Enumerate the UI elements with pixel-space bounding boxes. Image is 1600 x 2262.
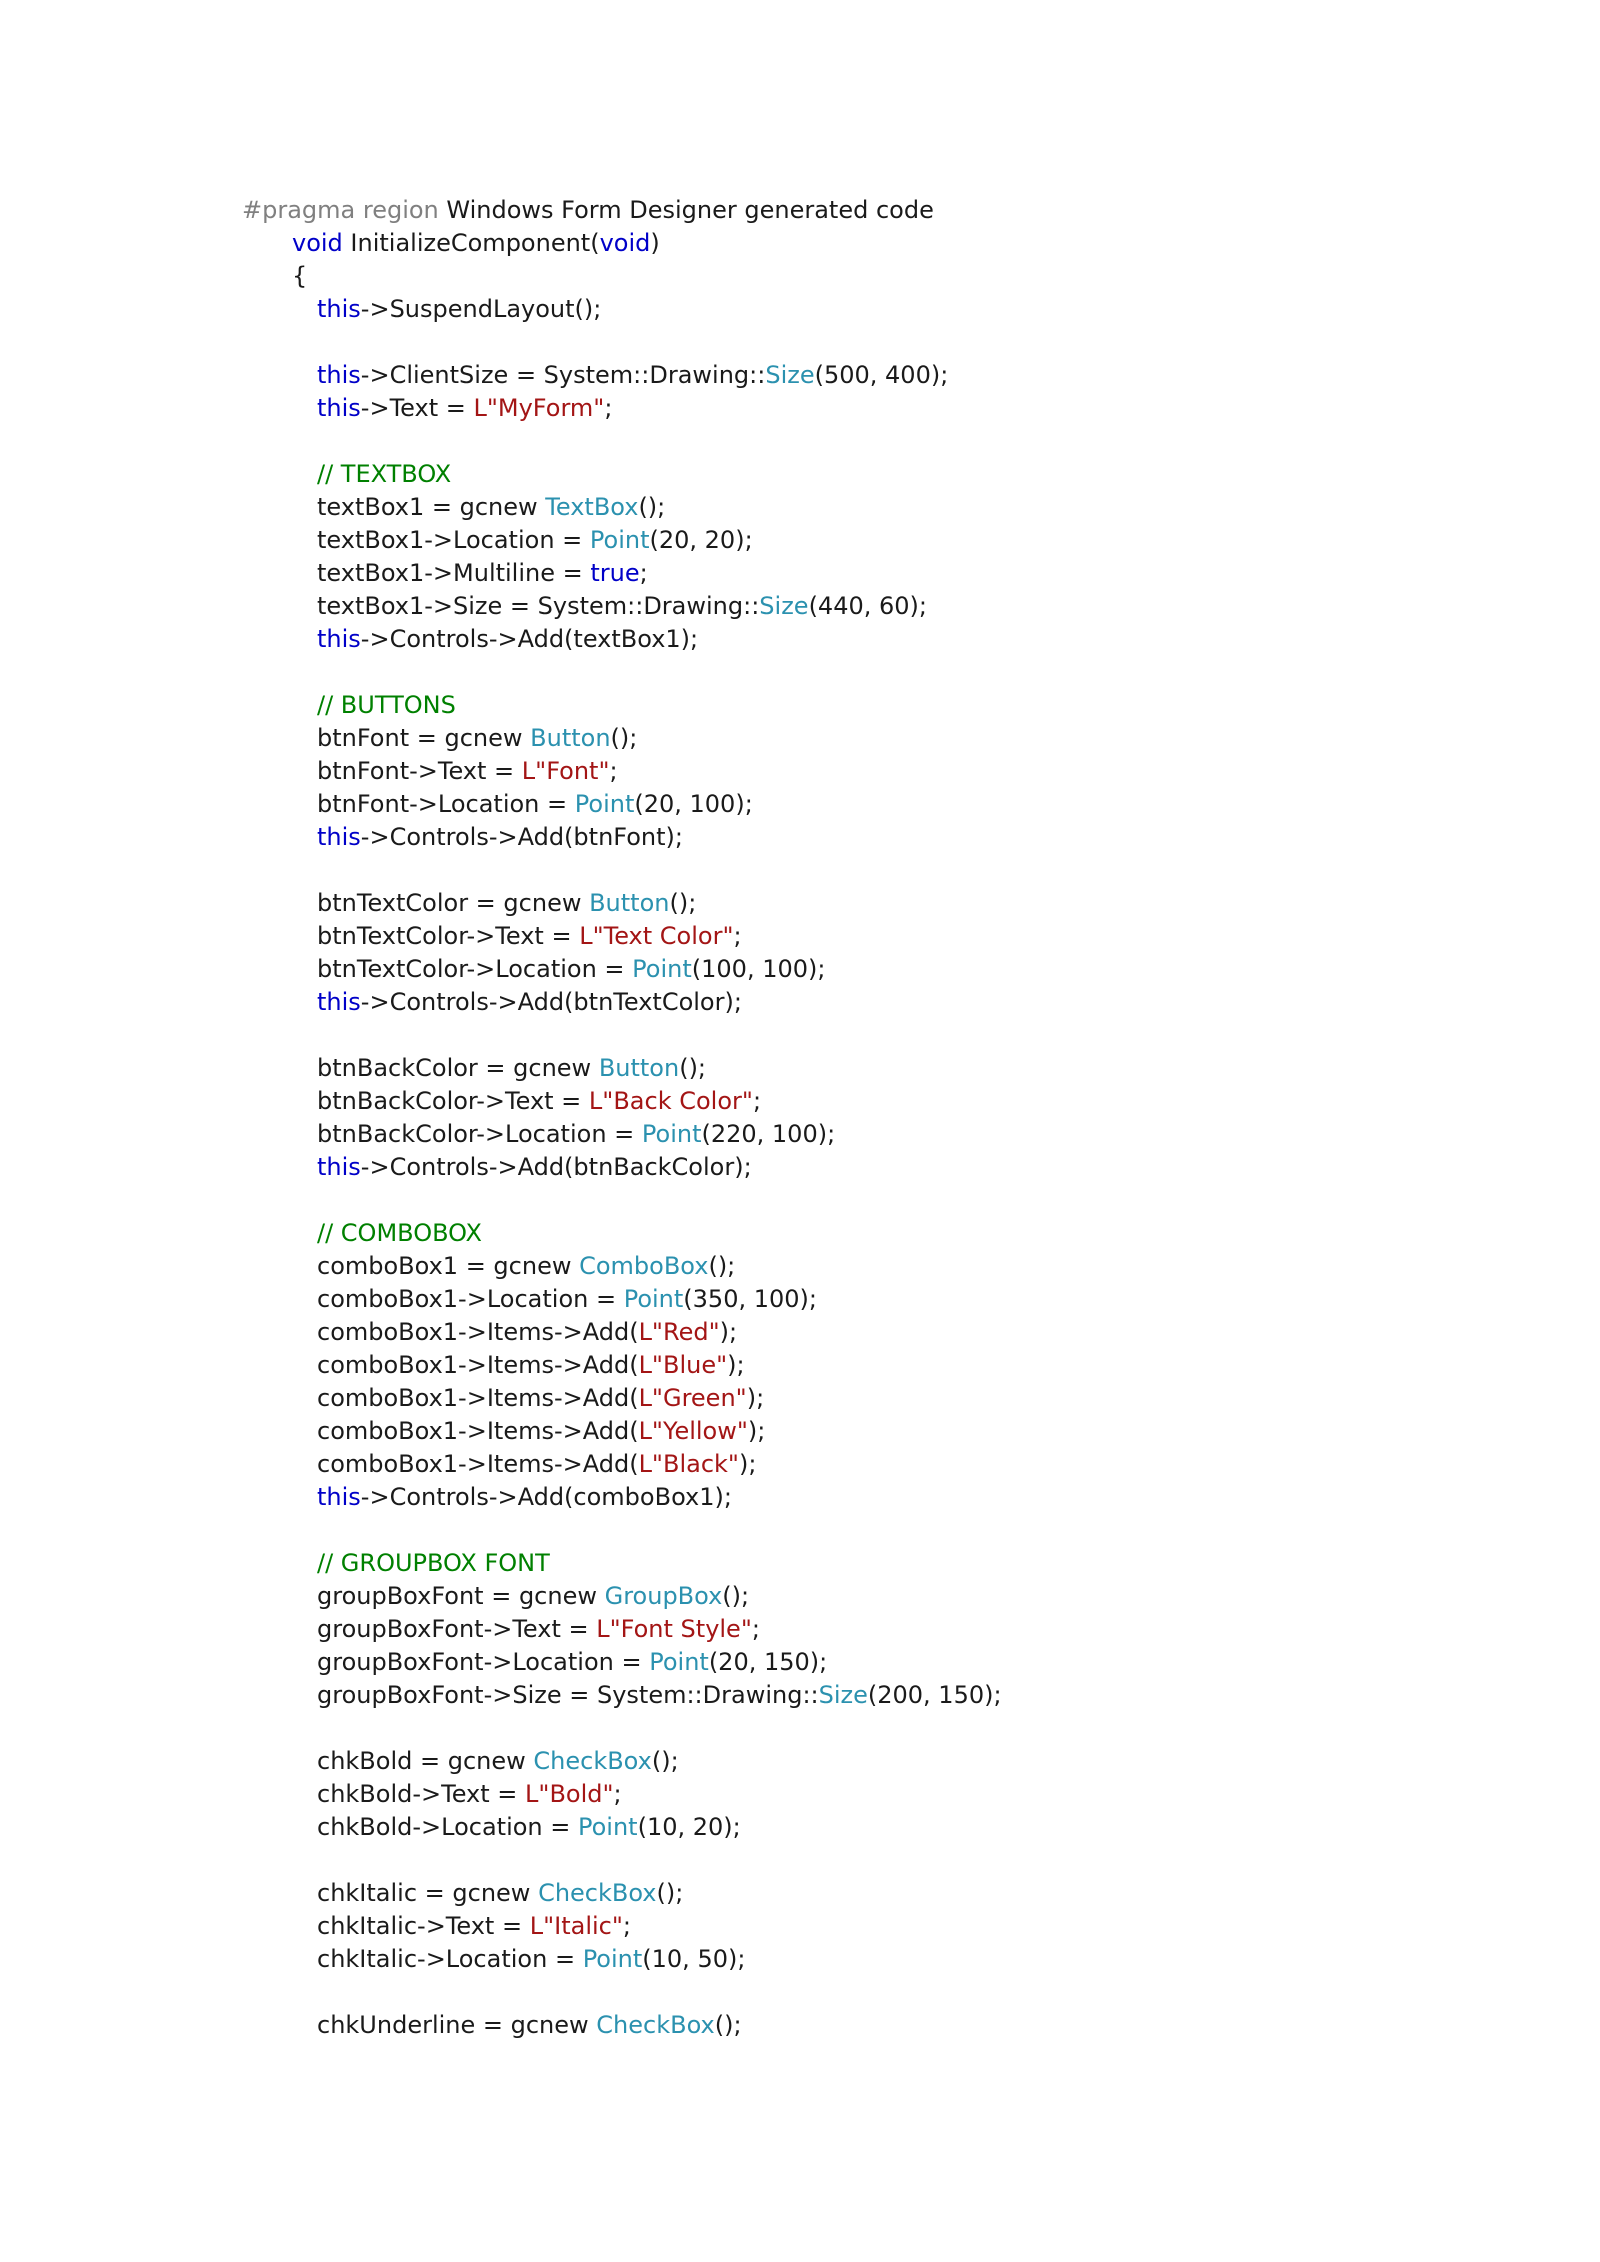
string-literal: L"Font Style" [596,1615,752,1643]
string-literal: L"Text Color" [579,922,734,950]
code-text: (350, 100); [683,1285,817,1313]
code-line [242,689,1002,722]
code-text: btnBackColor->Text = [317,1087,589,1115]
code-line [242,1778,1002,1811]
code-text: chkBold->Text = [317,1780,526,1808]
code-line [242,557,1002,590]
code-text: ); [746,1384,765,1412]
code-line [242,194,1002,227]
string-literal: L"Blue" [638,1351,728,1379]
code-text: textBox1->Multiline = [317,559,591,587]
code-text: ); [738,1450,757,1478]
keyword: void [599,229,651,257]
code-text: textBox1->Size = System::Drawing:: [317,592,760,620]
type-name: CheckBox [538,1879,657,1907]
code-text: (200, 150); [867,1681,1002,1709]
comment: // BUTTONS [317,691,456,719]
code-text: ); [727,1351,745,1379]
code-text: comboBox1 = gcnew [317,1252,580,1280]
code-line [242,458,1002,491]
code-text: chkItalic = gcnew [317,1879,539,1907]
code-text: chkUnderline = gcnew [317,2011,597,2039]
code-text: (); [651,1747,679,1775]
code-line [242,920,1002,953]
code-line [242,1052,1002,1085]
code-text: ); [747,1417,766,1445]
code-text: ; [622,1912,631,1940]
code-text: btnTextColor->Location = [317,955,633,983]
code-line [242,953,1002,986]
comment: // COMBOBOX [317,1219,482,1247]
code-text: ; [639,559,648,587]
keyword: this [317,988,361,1016]
code-text: chkBold = gcnew [317,1747,534,1775]
code-line [242,788,1002,821]
keyword: true [590,559,640,587]
code-text: btnTextColor = gcnew [317,889,590,917]
code-line [242,722,1002,755]
code-text: Windows Form Designer generated code [446,196,934,224]
type-name: Point [649,1648,709,1676]
code-text: ->Controls->Add(textBox1); [360,625,699,653]
code-text: ; [604,394,613,422]
code-line [242,1085,1002,1118]
blank-line [242,656,1002,689]
code-text: (100, 100); [691,955,826,983]
code-text: ->Text = [360,394,474,422]
code-text: chkBold->Location = [317,1813,578,1841]
type-name: Point [641,1120,702,1148]
code-text: ; [752,1087,762,1115]
code-text: comboBox1->Items->Add( [317,1318,639,1346]
code-text: (); [708,1252,736,1280]
code-text: groupBoxFont = gcnew [317,1582,605,1610]
code-line [242,1811,1002,1844]
code-text: comboBox1->Items->Add( [317,1450,639,1478]
type-name: Point [632,955,692,983]
code-line [242,1382,1002,1415]
type-name: Button [598,1054,680,1082]
blank-line [242,1712,1002,1745]
type-name: Point [582,1945,643,1973]
code-text: chkItalic->Location = [317,1945,583,1973]
code-text: ->Controls->Add(btnBackColor); [360,1153,752,1181]
keyword: this [317,823,361,851]
code-text: ->ClientSize = System::Drawing:: [360,361,766,389]
code-line [242,1910,1002,1943]
code-text: btnFont->Location = [317,790,575,818]
code-text: (500, 400); [814,361,949,389]
code-line [242,623,1002,656]
code-text: (); [656,1879,684,1907]
code-line [242,1745,1002,1778]
code-text: comboBox1->Items->Add( [317,1384,639,1412]
code-line [242,821,1002,854]
code-text: groupBoxFont->Size = System::Drawing:: [317,1681,819,1709]
code-text: chkItalic->Text = [317,1912,530,1940]
code-line [242,260,1002,293]
code-text: groupBoxFont->Location = [317,1648,650,1676]
code-line [242,590,1002,623]
string-literal: L"MyForm" [473,394,605,422]
code-line [242,1250,1002,1283]
code-line [242,1877,1002,1910]
code-text: (220, 100); [701,1120,836,1148]
code-line [242,1481,1002,1514]
code-text: ; [751,1615,760,1643]
code-line [242,1448,1002,1481]
code-text: comboBox1->Items->Add( [317,1417,639,1445]
blank-line [242,1184,1002,1217]
type-name: Size [765,361,815,389]
string-literal: L"Back Color" [588,1087,753,1115]
code-line [242,1118,1002,1151]
code-line [242,887,1002,920]
code-text: ->Controls->Add(comboBox1); [360,1483,732,1511]
code-text: btnBackColor = gcnew [317,1054,599,1082]
code-text: (440, 60); [808,592,927,620]
blank-line [242,1019,1002,1052]
code-text: ->Controls->Add(btnTextColor); [360,988,742,1016]
code-text: ; [609,757,618,785]
code-line [242,392,1002,425]
code-line [242,1283,1002,1316]
code-text: (10, 20); [637,1813,741,1841]
code-line [242,2009,1002,2042]
string-literal: L"Bold" [525,1780,614,1808]
code-line [242,491,1002,524]
code-text: comboBox1->Location = [317,1285,624,1313]
code-line [242,359,1002,392]
preprocessor: #pragma region [242,196,447,224]
keyword: void [292,229,343,257]
string-literal: L"Font" [521,757,610,785]
blank-line [242,1976,1002,2009]
code-text: (10, 50); [642,1945,746,1973]
type-name: ComboBox [579,1252,709,1280]
code-text: (); [610,724,638,752]
blank-line [242,1514,1002,1547]
code-line [242,1151,1002,1184]
keyword: this [317,1153,361,1181]
code-line [242,1646,1002,1679]
string-literal: L"Yellow" [638,1417,748,1445]
code-text: { [292,262,308,290]
keyword: this [317,361,361,389]
code-line [242,1943,1002,1976]
keyword: this [317,295,361,323]
code-text: (20, 20); [649,526,753,554]
code-text: ); [719,1318,738,1346]
string-literal: L"Italic" [529,1912,623,1940]
code-text: textBox1->Location = [317,526,590,554]
code-text: groupBoxFont->Text = [317,1615,597,1643]
comment: // GROUPBOX FONT [317,1549,550,1577]
code-text: ->Controls->Add(btnFont); [360,823,683,851]
comment: // TEXTBOX [317,460,452,488]
type-name: Point [578,1813,638,1841]
code-line [242,1349,1002,1382]
code-line [242,1613,1002,1646]
type-name: CheckBox [596,2011,715,2039]
code-line [242,1316,1002,1349]
code-text: (); [714,2011,742,2039]
keyword: this [317,394,361,422]
blank-line [242,425,1002,458]
code-line [242,1217,1002,1250]
code-text: (20, 100); [634,790,753,818]
code-text: (); [669,889,697,917]
code-text: ->SuspendLayout(); [360,295,602,323]
type-name: Point [589,526,650,554]
blank-line [242,326,1002,359]
code-line [242,524,1002,557]
string-literal: L"Green" [638,1384,747,1412]
blank-line [242,1844,1002,1877]
code-text: btnFont->Text = [317,757,522,785]
code-text: InitializeComponent( [342,229,600,257]
code-line [242,293,1002,326]
type-name: Size [759,592,809,620]
code-text: ) [650,229,660,257]
type-name: Point [623,1285,684,1313]
code-text: textBox1 = gcnew [317,493,546,521]
code-line [242,1679,1002,1712]
code-text: ; [733,922,742,950]
type-name: Point [574,790,635,818]
type-name: TextBox [545,493,639,521]
type-name: Button [530,724,611,752]
code-listing [242,194,1002,2042]
code-text: (20, 150); [708,1648,828,1676]
code-text: (); [638,493,666,521]
code-line [242,986,1002,1019]
code-line [242,1415,1002,1448]
code-text: ; [613,1780,622,1808]
code-line [242,1580,1002,1613]
type-name: GroupBox [604,1582,723,1610]
code-text: btnTextColor->Text = [317,922,580,950]
keyword: this [317,625,361,653]
type-name: Button [589,889,670,917]
keyword: this [317,1483,361,1511]
string-literal: L"Red" [638,1318,720,1346]
code-text: btnBackColor->Location = [317,1120,642,1148]
code-text: (); [679,1054,707,1082]
code-line [242,1547,1002,1580]
code-line [242,227,1002,260]
code-text: btnFont = gcnew [317,724,531,752]
code-text: (); [722,1582,750,1610]
string-literal: L"Black" [638,1450,739,1478]
code-line [242,755,1002,788]
code-text: comboBox1->Items->Add( [317,1351,639,1379]
blank-line [242,854,1002,887]
type-name: Size [818,1681,868,1709]
type-name: CheckBox [533,1747,652,1775]
